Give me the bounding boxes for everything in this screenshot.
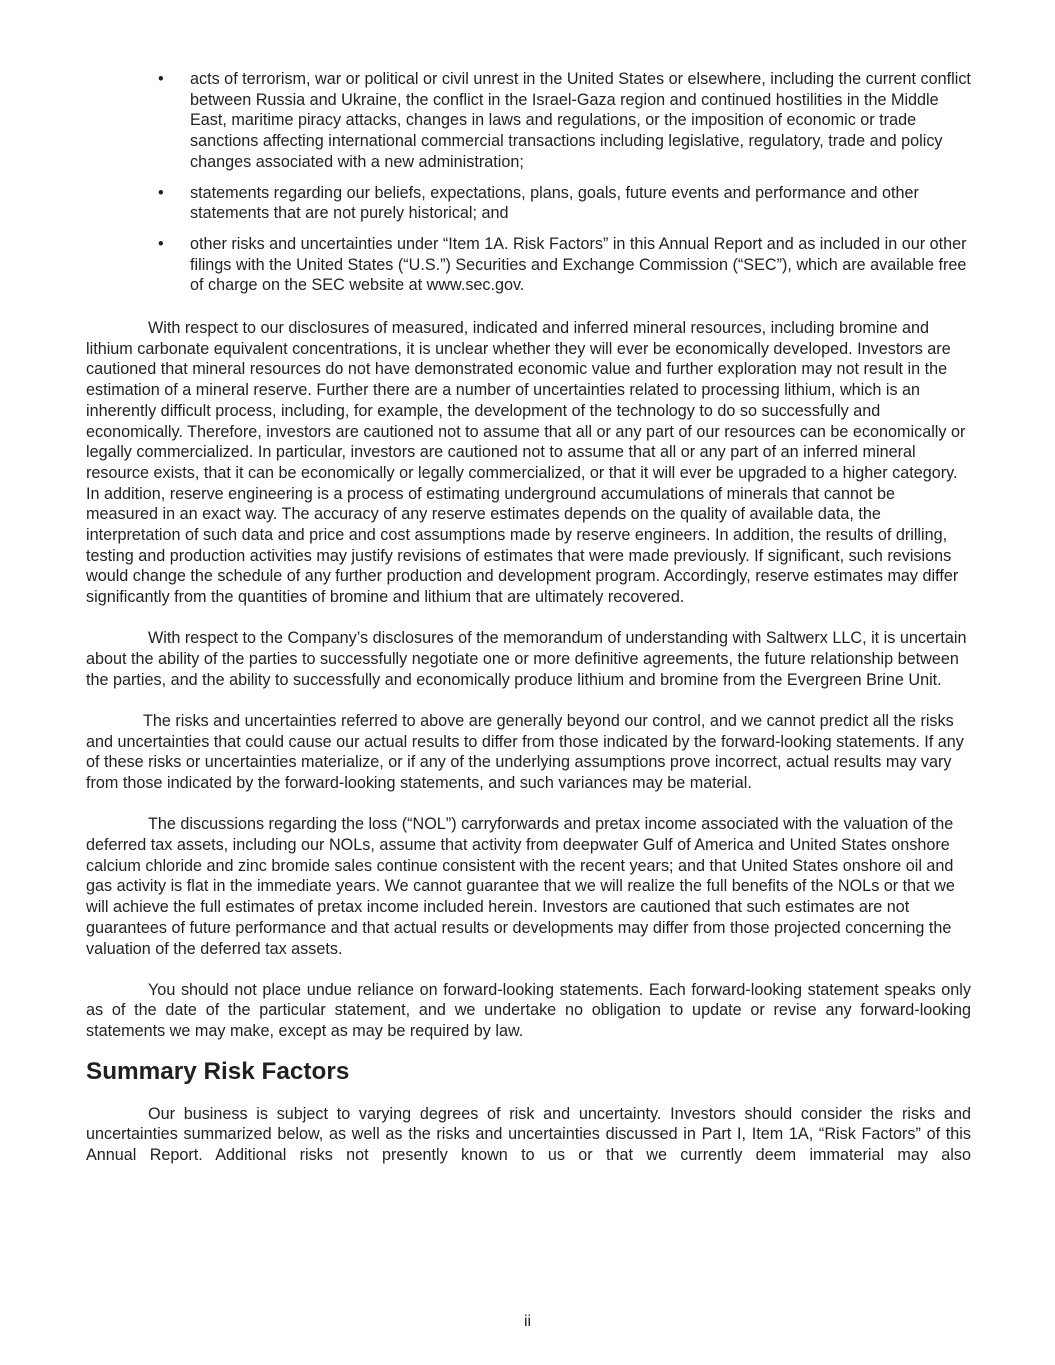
bullet-text: acts of terrorism, war or political or civil unrest in the United States or elsewhere, including the current conflict between Russia and Ukraine, the conflict in the Israel-Gaza region and continued hostilities in the Middle East, maritime piracy attacks, changes in laws and regulations, or the imposition of economic or trade sanctions affecting international commercial transactions including legislative, regulatory, trade and policy changes associated with a new administration; [190, 70, 971, 171]
paragraph-risks-uncertainties: The risks and uncertainties referred to above are generally beyond our control, and we cannot predict all the risks and uncertainties that could cause our actual results to differ from those indicated by the forward-looking statements. If any of these risks or uncertainties materialize, or if any of the underlying assumptions prove incorrect, actual results may vary from those indicated by the forward-looking statements, and such variances may be material. [86, 711, 964, 793]
paragraph-summary-risk-factors: Our business is subject to varying degrees of risk and uncertainty. Investors should consider the risks and uncertainties summarized below, as well as the risks and uncertainties discussed in Part I, Item 1A, “Risk Factors” of this Annual Report. Additional risks not presently known to us or that we currently deem immaterial may also [86, 1104, 971, 1164]
list-item [86, 234, 971, 296]
bullet-list [86, 69, 971, 296]
paragraph-nol-carryforwards: The discussions regarding the loss (“NOL”) carryforwards and pretax income associated with the valuation of the deferred tax assets, including our NOLs, assume that activity from deepwater Gulf of America and United States onshore calcium chloride and zinc bromide sales continue consistent with the recent years; and that United States onshore oil and gas activity is flat in the immediate years. We cannot guarantee that we will realize the full benefits of the NOLs or that we will achieve the full estimates of pretax income included herein. Investors are cautioned that such estimates are not guarantees of future performance and that actual results or developments may differ from those projected concerning the valuation of the deferred tax assets. [86, 815, 955, 958]
paragraph-mineral-resources: With respect to our disclosures of measured, indicated and inferred mineral resources, including bromine and lithium carbonate equivalent concentrations, it is unclear whether they will ever be economically developed. Investors are cautioned that mineral resources do not have demonstrated economic value and further exploration may not result in the estimation of a mineral reserve. Further there are a number of uncertainties related to processing lithium, which is an inherently difficult process, including, for example, the development of the technology to do so successfully and economically. Therefore, investors are cautioned not to assume that all or any part of our resources can be economically or legally commercialized. In particular, investors are cautioned not to assume that all or any part of an inferred mineral resource exists, that it can be economically or legally commercialized, or that it will ever be upgraded to a higher category. In addition, reserve engineering is a process of estimating underground accumulations of minerals that cannot be measured in an exact way. The accuracy of any reserve estimates depends on the quality of available data, the interpretation of such data and price and cost assumptions made by reserve engineers. In addition, the results of drilling, testing and production activities may justify revisions of estimates that were made previously. If significant, such revisions would change the schedule of any further production and development program. Accordingly, reserve estimates may differ significantly from the quantities of bromine and lithium that are ultimately recovered. [86, 319, 966, 607]
bullet-text: other risks and uncertainties under “Item 1A. Risk Factors” in this Annual Report and as included in our other filings with the United States (“U.S.”) Securities and Exchange Commission (“SEC”), which are available free of charge on the SEC website at www.sec.gov. [190, 234, 967, 295]
paragraph-saltwerx-mou: With respect to the Company’s disclosures of the memorandum of understanding with Saltwerx LLC, it is uncertain about the ability of the parties to successfully negotiate one or more definitive agreements, the future relationship between the parties, and the ability to successfully and economically produce lithium and bromine from the Evergreen Brine Unit. [86, 629, 967, 689]
section-heading: Summary Risk Factors [86, 1058, 350, 1086]
bullet-icon: • [158, 70, 164, 88]
bullet-text: statements regarding our beliefs, expectations, plans, goals, future events and performance and other statements that are not purely historical; and [190, 183, 919, 223]
paragraph-undue-reliance: You should not place undue reliance on forward-looking statements. Each forward-looking statement speaks only as of the date of the particular statement, and we undertake no obligation to update or revise any forward-looking statements we may make, except as may be required by law. [86, 980, 971, 1041]
list-item [86, 183, 971, 224]
document-page [86, 69, 971, 1186]
bullet-icon: • [158, 234, 164, 253]
bullet-icon: • [158, 183, 164, 202]
list-item [86, 69, 971, 173]
page-number: ii [523, 1313, 532, 1330]
